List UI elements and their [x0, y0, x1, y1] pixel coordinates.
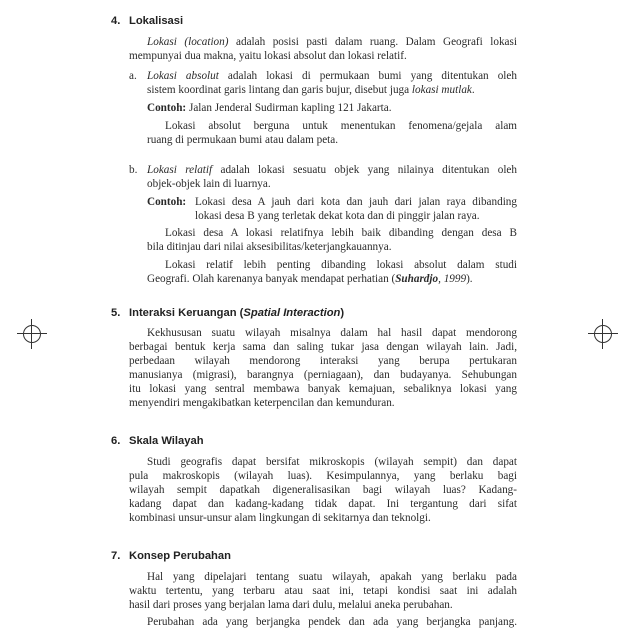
item-a-para-line1: Lokasi absolut berguna untuk menentukan fenomena/gejala alam — [165, 120, 517, 132]
section-4-title: Lokalisasi — [129, 15, 184, 27]
item-b-para1-line2: bila ditinjau dari nilai aksesibilitas/keterjangkauannya. — [147, 241, 392, 253]
item-a-line1: Lokasi absolut adalah lokasi di permukaan bumi yang ditentukan oleh — [147, 70, 517, 82]
section-6-line1: Studi geografis dapat bersifat mikroskopis (wilayah sempit) dan dapat — [147, 456, 517, 468]
section-6-line3: wilayah sempit dapatkah digeneralisasikan bagi wilayah luas? Kadang- — [129, 484, 517, 496]
item-b-example-line1: Lokasi desa A jauh dari kota dan jauh dari jalan raya dibanding — [195, 196, 517, 208]
section-5-title: Interaksi Keruangan (Spatial Interaction) — [129, 307, 345, 319]
citation-year: , 1999 — [438, 273, 467, 285]
section-7-line1: Hal yang dipelajari tentang suatu wilayah, apakah yang berlaku pada — [147, 571, 517, 583]
item-b-example-line2: lokasi desa B yang terletak dekat kota dan di pinggir jalan raya. — [195, 210, 480, 222]
item-b-marker: b. — [129, 164, 138, 176]
item-b-line1: Lokasi relatif adalah lokasi sesuatu objek yang nilainya ditentukan oleh — [147, 164, 517, 176]
section-5-line6: menyendiri mengakibatkan keterpencilan dan kemunduran. — [129, 397, 395, 409]
item-b-para2-line2: Geografi. Olah karenanya banyak mendapat perhatian (Suhardjo, 1999). — [147, 273, 473, 285]
section-5-number: 5. — [111, 307, 121, 319]
item-a-para-line2: ruang di permukaan bumi atau dalam peta. — [147, 134, 339, 146]
term-lokasi-absolut: Lokasi absolut — [147, 70, 219, 82]
section-7-number: 7. — [111, 550, 121, 562]
section-6-number: 6. — [111, 435, 121, 447]
section-7-line3: hasil dari proses yang berjalan lama dari dulu, melalui aneka perubahan. — [129, 599, 453, 611]
item-a-marker: a. — [129, 70, 137, 82]
section-5-line5: itu lokasi yang sentral membawa banyak kemajuan, sebaliknya lokasi yang — [129, 383, 517, 395]
citation-author: Suhardjo — [395, 273, 439, 285]
item-a-line2: sistem koordinat garis lintang dan garis bujur, disebut juga lokasi mutlak. — [147, 84, 475, 96]
section-6-line5: kombinasi unsur-unsur alam lingkungan di sekitarnya dan teknolgi. — [129, 512, 431, 524]
item-b-example-label: Contoh: — [147, 196, 187, 208]
registration-mark-left — [17, 319, 47, 349]
section-4-intro-line1: Lokasi (location) adalah posisi pasti dalam ruang. Dalam Geografi lokasi — [147, 36, 517, 48]
section-4-number: 4. — [111, 15, 121, 27]
term-lokasi-relatif: Lokasi relatif — [147, 164, 213, 176]
section-6-line4: kadang dapat dan kadang-kadang tidak dapat. Ini tergantung dari sifat — [129, 498, 517, 510]
term-lokasi: Lokasi (location) — [147, 36, 229, 48]
item-b-para1-line1: Lokasi desa A lokasi relatifnya lebih baik dibanding dengan desa B — [165, 227, 517, 239]
section-5-line1: Kekhususan suatu wilayah misalnya dalam hal hasil dapat mendorong — [147, 327, 517, 339]
section-5-line4: manusianya (migrasi), barangnya (perniagaan), dan budayanya. Sehubungan — [129, 369, 517, 381]
section-4-intro-line2: mempunyai dua makna, yaitu lokasi absolut dan lokasi relatif. — [129, 50, 407, 62]
section-7-line2: waktu tertentu, yang terbaru atau saat ini, tetapi kondisi saat ini adalah — [129, 585, 517, 597]
item-a-example: Contoh: Jalan Jenderal Sudirman kapling 121 Jakarta. — [147, 102, 392, 114]
section-6-title: Skala Wilayah — [129, 435, 204, 447]
item-b-line2: objek-objek lain di luarnya. — [147, 178, 271, 190]
section-5-line2: berbagai bentuk kerja sama dan saling tukar jasa dengan wilayah lain. Jadi, — [129, 341, 517, 353]
registration-mark-right — [588, 319, 618, 349]
section-5-line3: perbedaan wilayah mendorong interaksi yang berupa pertukaran — [129, 355, 517, 367]
item-b-para2-line1: Lokasi relatif lebih penting dibanding lokasi absolut dalam studi — [165, 259, 517, 271]
section-6-line2: pula makroskopis (wilayah luas). Kesimpulannya, yang berlaku bagi — [129, 470, 517, 482]
section-7-title: Konsep Perubahan — [129, 550, 231, 562]
section-7-line4: Perubahan ada yang berjangka pendek dan ada yang berjangka panjang. — [147, 616, 517, 628]
